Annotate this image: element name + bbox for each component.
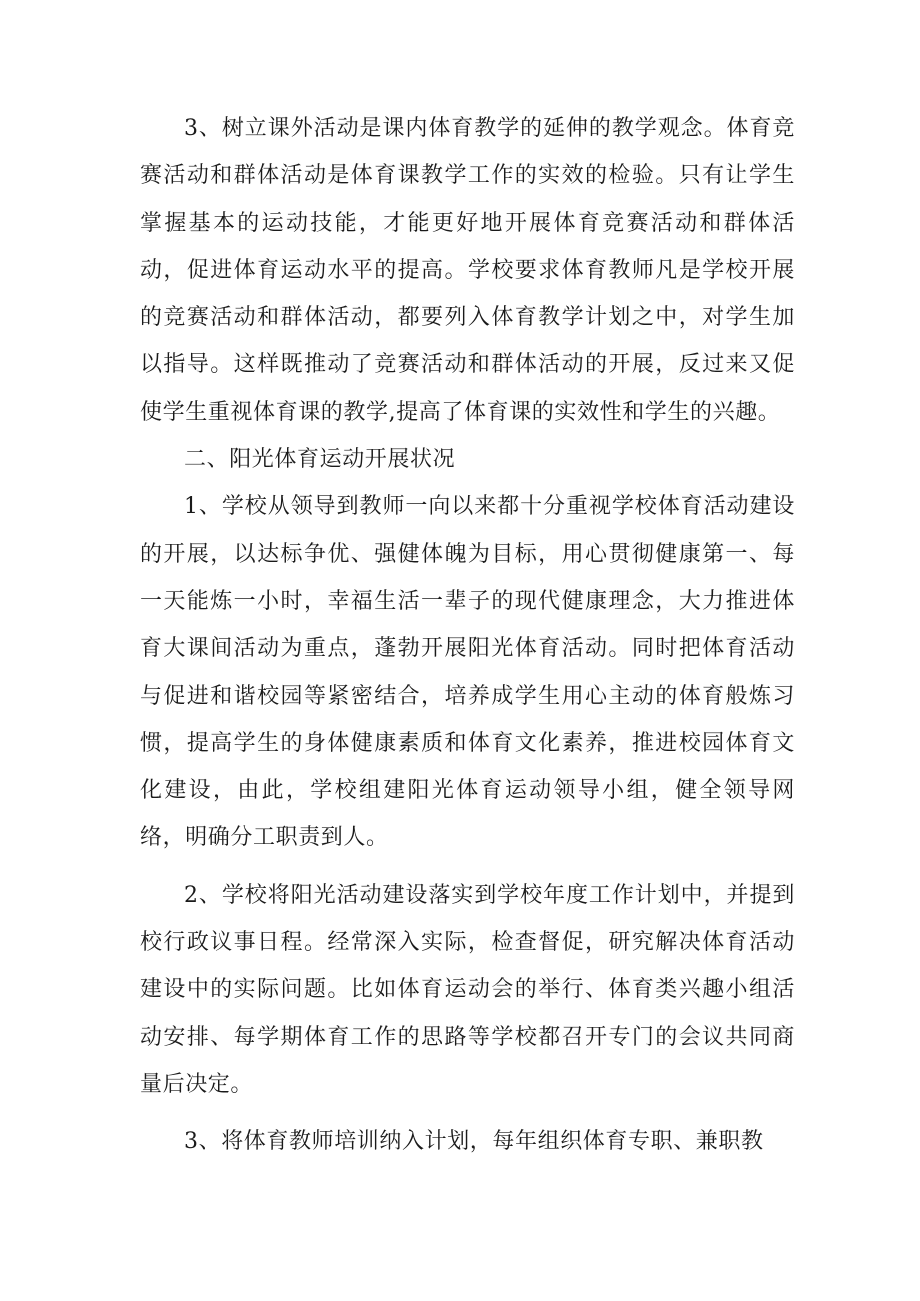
- paragraph-annual-plan: 2、学校将阳光活动建设落实到学校年度工作计划中，并提到校行政议事日程。经常深入实际，检查督促，研究解决体育活动建设中的实际问题。比如体育运动会的举行、体育类兴趣小组活动安排、每学期体育工作的思路等学校都召开专门的会议共同商量后决定。: [140, 882, 795, 1097]
- section-heading-sunshine-sports: 二、阳光体育运动开展状况: [184, 447, 456, 473]
- paragraph-leadership: 1、学校从领导到教师一向以来都十分重视学校体育活动建设的开展，以达标争优、强健体魄为目标，用心贯彻健康第一、每一天能炼一小时，幸福生活一辈子的现代健康理念，大力推进体育大课间活动为重点，蓬勃开展阳光体育活动。同时把体育活动与促进和谐校园等紧密结合，培养成学生用心主动的体育般炼习惯，提高学生的身体健康素质和体育文化素养，推进校园体育文化建设，由此，学校组建阳光体育运动领导小组，健全领导网络，明确分工职责到人。: [140, 494, 795, 851]
- paragraph-gap: [140, 1108, 795, 1118]
- paragraph-gap: [140, 862, 795, 872]
- document-page: [140, 105, 795, 1166]
- paragraph-extracurricular: 3、树立课外活动是课内体育教学的延伸的教学观念。体育竞赛活动和群体活动是体育课教学工作的实效的检验。只有让学生掌握基本的运动技能，才能更好地开展体育竞赛活动和群体活动，促进体育运动水平的提高。学校要求体育教师凡是学校开展的竞赛活动和群体活动，都要列入体育教学计划之中，对学生加以指导。这样既推动了竞赛活动和群体活动的开展，反过来又促使学生重视体育课的教学,提高了体育课的实效性和学生的兴趣。: [140, 116, 795, 425]
- paragraph-teacher-training: 3、将体育教师培训纳入计划，每年组织体育专职、兼职教: [184, 1129, 764, 1155]
